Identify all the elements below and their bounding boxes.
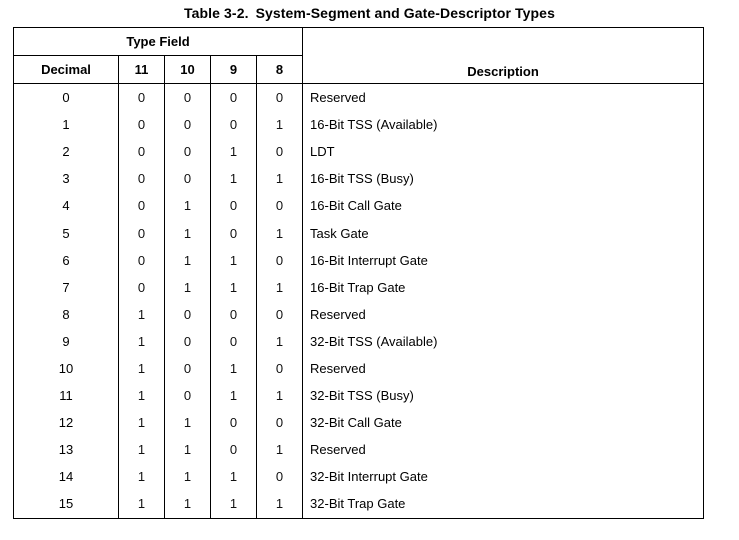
descriptor-types-table [13,27,704,519]
bit10-cell: 1 [165,409,211,436]
table-row [14,382,704,409]
description-cell: 16-Bit TSS (Available) [303,111,704,138]
bit9-cell: 1 [211,463,257,490]
bit10-header: 10 [165,56,211,84]
bit8-cell: 0 [257,84,303,112]
bit10-cell: 0 [165,138,211,165]
bit11-cell: 0 [119,165,165,192]
bit9-header: 9 [211,56,257,84]
description-cell: 16-Bit Call Gate [303,192,704,219]
bit11-cell: 1 [119,301,165,328]
bit11-cell: 0 [119,84,165,112]
bit11-cell: 0 [119,138,165,165]
bit9-cell: 1 [211,355,257,382]
bit9-cell: 0 [211,84,257,112]
bit9-cell: 1 [211,247,257,274]
bit10-cell: 1 [165,490,211,518]
table-row [14,328,704,355]
decimal-cell: 11 [14,382,119,409]
bit8-cell: 0 [257,355,303,382]
decimal-cell: 14 [14,463,119,490]
description-cell: LDT [303,138,704,165]
description-cell: 16-Bit Interrupt Gate [303,247,704,274]
bit10-cell: 0 [165,84,211,112]
description-cell: Reserved [303,355,704,382]
decimal-cell: 8 [14,301,119,328]
bit11-cell: 1 [119,355,165,382]
table-row [14,274,704,301]
table-row [14,247,704,274]
bit11-cell: 0 [119,192,165,219]
bit10-cell: 1 [165,219,211,246]
bit8-cell: 1 [257,382,303,409]
bit8-cell: 0 [257,138,303,165]
bit11-cell: 0 [119,111,165,138]
bit11-header: 11 [119,56,165,84]
bit8-cell: 0 [257,463,303,490]
bit11-cell: 1 [119,382,165,409]
bit8-cell: 1 [257,111,303,138]
bit9-cell: 1 [211,382,257,409]
decimal-cell: 4 [14,192,119,219]
table-body [14,84,704,519]
decimal-cell: 9 [14,328,119,355]
bit8-cell: 0 [257,247,303,274]
decimal-cell: 15 [14,490,119,518]
bit11-cell: 0 [119,247,165,274]
decimal-cell: 10 [14,355,119,382]
table-row [14,165,704,192]
bit8-cell: 1 [257,328,303,355]
bit9-cell: 1 [211,165,257,192]
table-row [14,490,704,518]
table-row [14,192,704,219]
bit10-cell: 1 [165,247,211,274]
decimal-cell: 7 [14,274,119,301]
bit9-cell: 1 [211,274,257,301]
bit8-cell: 1 [257,274,303,301]
bit8-cell: 0 [257,301,303,328]
table-row [14,409,704,436]
caption-number: Table 3-2. [184,5,249,21]
bit10-cell: 1 [165,274,211,301]
bit10-cell: 0 [165,165,211,192]
bit9-cell: 0 [211,436,257,463]
bit10-cell: 1 [165,192,211,219]
bit9-cell: 1 [211,138,257,165]
description-cell: Task Gate [303,219,704,246]
decimal-cell: 13 [14,436,119,463]
decimal-cell: 2 [14,138,119,165]
decimal-cell: 0 [14,84,119,112]
bit11-cell: 1 [119,409,165,436]
table-caption [0,5,739,21]
bit8-cell: 0 [257,192,303,219]
bit8-cell: 1 [257,165,303,192]
bit8-cell: 0 [257,409,303,436]
table-header [14,28,704,84]
bit10-cell: 1 [165,436,211,463]
table-row [14,463,704,490]
bit10-cell: 0 [165,355,211,382]
table-row [14,301,704,328]
bit10-cell: 0 [165,328,211,355]
bit8-header: 8 [257,56,303,84]
bit11-cell: 0 [119,274,165,301]
description-header: Description [303,28,704,84]
decimal-cell: 5 [14,219,119,246]
table-row [14,84,704,112]
bit9-cell: 0 [211,219,257,246]
decimal-cell: 1 [14,111,119,138]
bit10-cell: 0 [165,382,211,409]
table-row [14,111,704,138]
bit9-cell: 0 [211,328,257,355]
bit11-cell: 1 [119,463,165,490]
description-cell: Reserved [303,84,704,112]
description-cell: 32-Bit Interrupt Gate [303,463,704,490]
description-cell: Reserved [303,436,704,463]
bit10-cell: 0 [165,301,211,328]
decimal-cell: 3 [14,165,119,192]
description-cell: 32-Bit Trap Gate [303,490,704,518]
bit10-cell: 0 [165,111,211,138]
description-cell: 32-Bit TSS (Available) [303,328,704,355]
bit8-cell: 1 [257,436,303,463]
description-cell: Reserved [303,301,704,328]
table-row [14,355,704,382]
bit9-cell: 0 [211,301,257,328]
table-row [14,219,704,246]
bit9-cell: 0 [211,409,257,436]
type-field-header: Type Field [14,28,303,56]
bit10-cell: 1 [165,463,211,490]
decimal-cell: 12 [14,409,119,436]
description-cell: 16-Bit Trap Gate [303,274,704,301]
bit8-cell: 1 [257,490,303,518]
table-row [14,436,704,463]
bit11-cell: 1 [119,490,165,518]
decimal-cell: 6 [14,247,119,274]
caption-title: System-Segment and Gate-Descriptor Types [255,5,555,21]
table-row [14,138,704,165]
bit9-cell: 0 [211,111,257,138]
description-cell: 16-Bit TSS (Busy) [303,165,704,192]
bit11-cell: 0 [119,219,165,246]
description-cell: 32-Bit TSS (Busy) [303,382,704,409]
bit9-cell: 0 [211,192,257,219]
bit11-cell: 1 [119,328,165,355]
bit8-cell: 1 [257,219,303,246]
decimal-header: Decimal [14,56,119,84]
bit9-cell: 1 [211,490,257,518]
bit11-cell: 1 [119,436,165,463]
description-cell: 32-Bit Call Gate [303,409,704,436]
